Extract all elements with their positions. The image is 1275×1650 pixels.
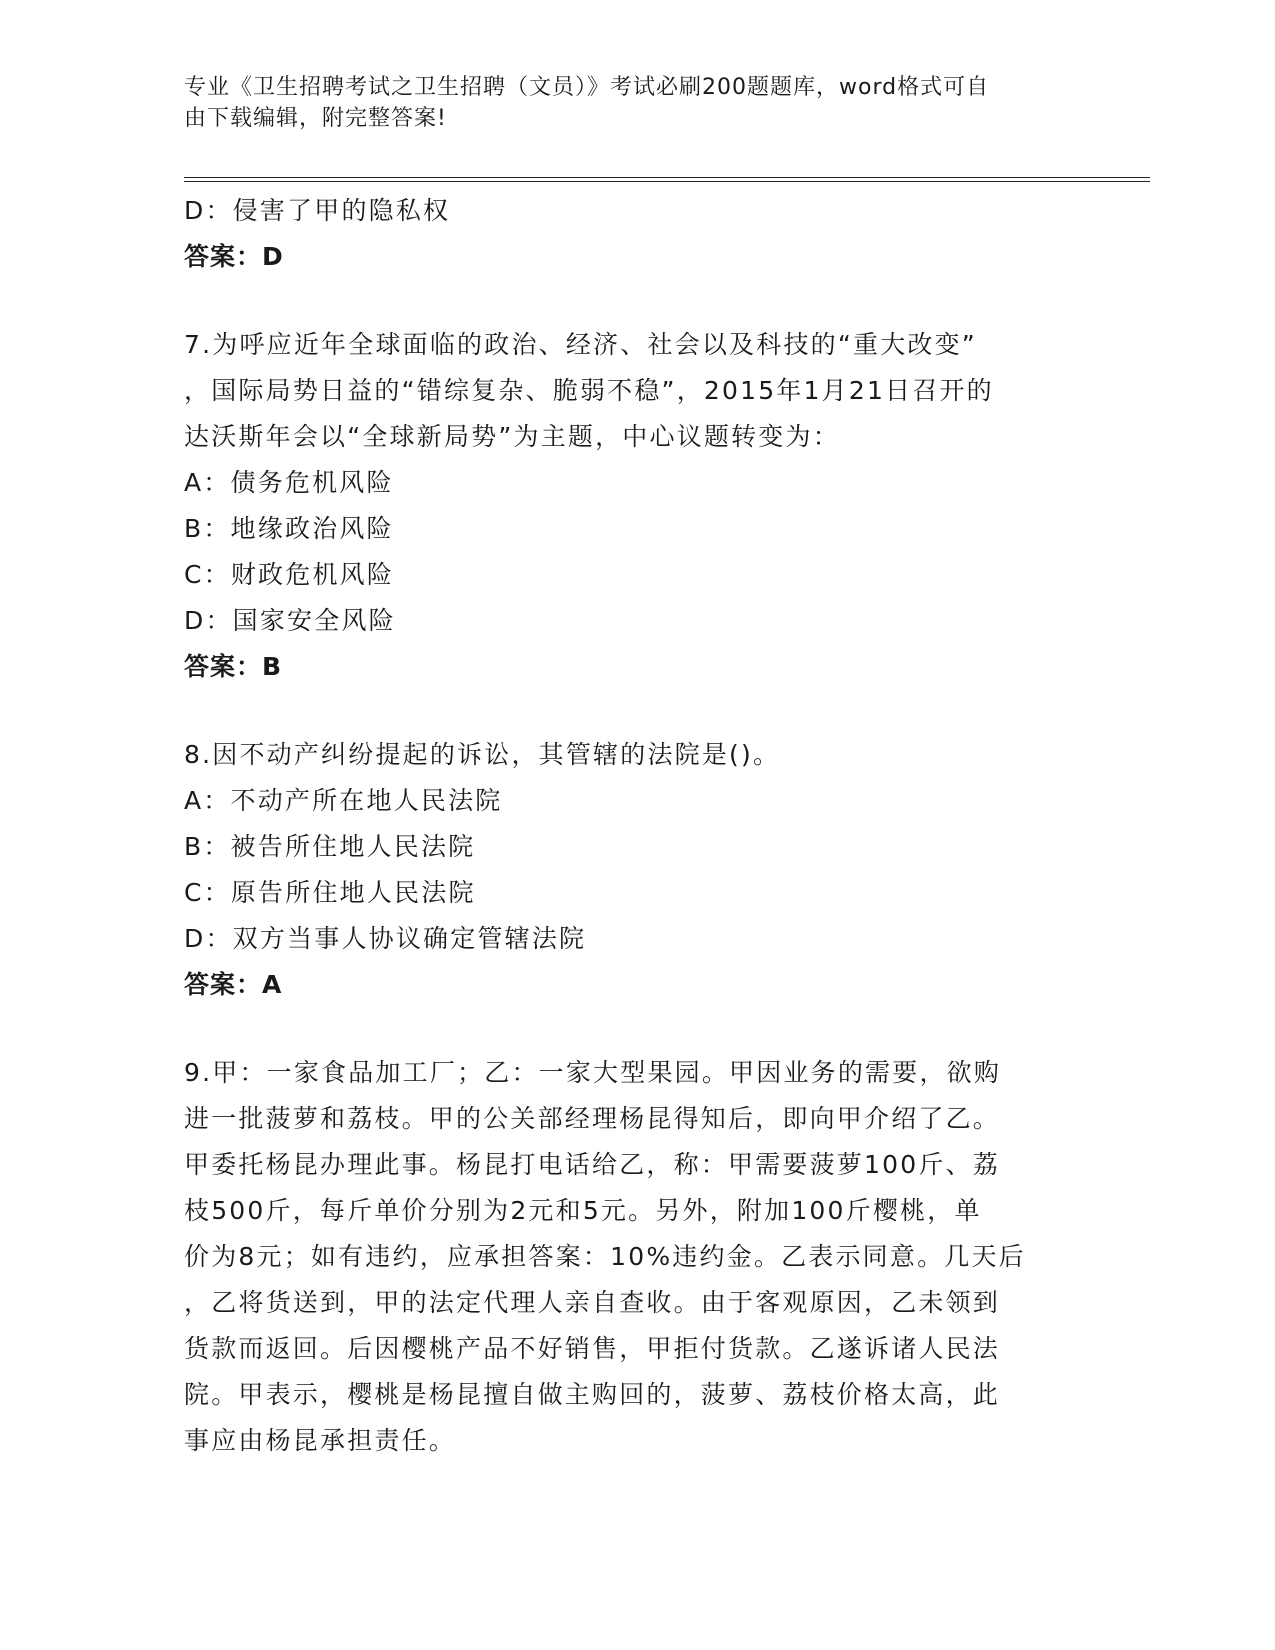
question-9	[184, 1050, 1084, 1464]
option-d: D：双方当事人协议确定管辖法院	[184, 924, 587, 953]
question-8	[184, 732, 1084, 1008]
option-a: A：债务危机风险	[184, 468, 394, 497]
question-text: 甲委托杨昆办理此事。杨昆打电话给乙，称：甲需要菠萝100斤、荔	[184, 1150, 1000, 1179]
question-text: 达沃斯年会以“全球新局势”为主题，中心议题转变为：	[184, 422, 840, 451]
answer: 答案：B	[184, 652, 283, 681]
spacer	[184, 690, 1084, 732]
question-text: 7.为呼应近年全球面临的政治、经济、社会以及科技的“重大改变”	[184, 330, 977, 359]
question-text: 院。甲表示，樱桃是杨昆擅自做主购回的，菠萝、荔枝价格太高，此	[184, 1380, 1001, 1409]
question-text: ，乙将货送到，甲的法定代理人亲自查收。由于客观原因，乙未领到	[184, 1288, 1001, 1317]
header-line-2: 由下载编辑，附完整答案!	[184, 106, 447, 131]
question-text: 枝500斤，每斤单价分别为2元和5元。另外，附加100斤樱桃，单	[184, 1196, 982, 1225]
option-c: C：财政危机风险	[184, 560, 395, 589]
option-c: C：原告所住地人民法院	[184, 878, 476, 907]
answer: 答案：A	[184, 970, 283, 999]
option-b: B：地缘政治风险	[184, 514, 394, 543]
question-text: 8.因不动产纠纷提起的诉讼，其管辖的法院是()。	[184, 740, 781, 769]
header-rule-top	[184, 177, 1150, 178]
question-text: 9.甲：一家食品加工厂；乙：一家大型果园。甲因业务的需要，欲购	[184, 1058, 1002, 1087]
header-line-1: 专业《卫生招聘考试之卫生招聘（文员）》考试必刷200题题库，word格式可自	[184, 75, 990, 100]
question-7	[184, 322, 1084, 690]
document-body	[184, 188, 1084, 1464]
question-text: 价为8元；如有违约，应承担答案：10%违约金。乙表示同意。几天后	[184, 1242, 1026, 1271]
answer: 答案：D	[184, 242, 284, 271]
question-text: 事应由杨昆承担责任。	[184, 1426, 457, 1455]
question-text: ，国际局势日益的“错综复杂、脆弱不稳”，2015年1月21日召开的	[184, 376, 994, 405]
header-rule-bottom	[184, 181, 1150, 182]
previous-question-tail	[184, 188, 1084, 280]
option-a: A：不动产所在地人民法院	[184, 786, 503, 815]
option-d: D：侵害了甲的隐私权	[184, 196, 451, 225]
question-text: 进一批菠萝和荔枝。甲的公关部经理杨昆得知后，即向甲介绍了乙。	[184, 1104, 1001, 1133]
spacer	[184, 280, 1084, 322]
question-text: 货款而返回。后因樱桃产品不好销售，甲拒付货款。乙遂诉诸人民法	[184, 1334, 1001, 1363]
document-header	[184, 72, 1064, 134]
option-b: B：被告所住地人民法院	[184, 832, 476, 861]
option-d: D：国家安全风险	[184, 606, 396, 635]
spacer	[184, 1008, 1084, 1050]
